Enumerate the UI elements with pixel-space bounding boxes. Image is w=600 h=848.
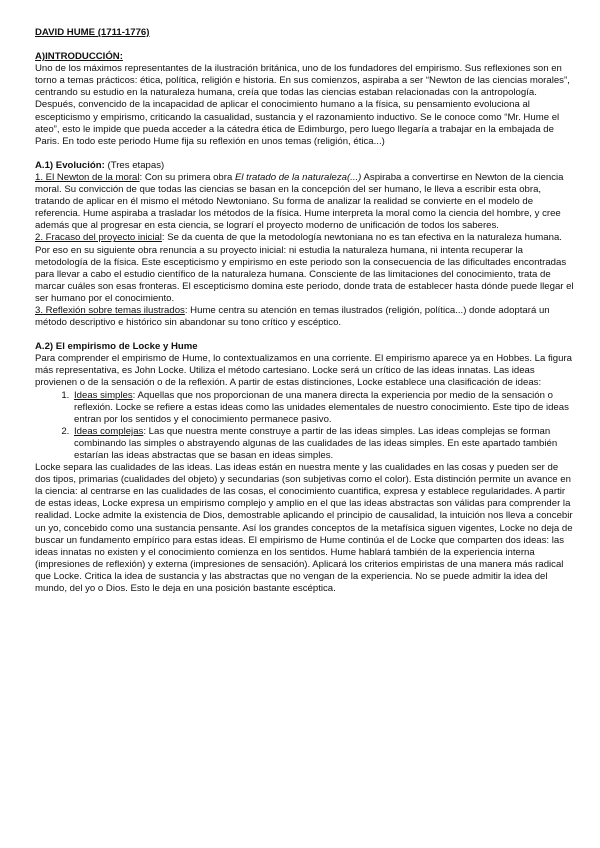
stage-2-paragraph xyxy=(35,232,574,305)
empirismo-body-paragraph: Locke separa las cualidades de las ideas. Las ideas están en nuestra mente y las cualidades en las cosas y pueden ser de dos tipos, primarias (cualidades del objeto) y secundarias (son subjetivas como el color). Esta distinción permite un avance en la ciencia: al centrarse en las cualidades de las cosas, el conocimiento cuantifica, expresa y establece regularidades. A partir de estas ideas, Locke expresa un empirismo complejo y amplio en el que las ideas abstractas son válidas para comprender la realidad. Locke admite la existencia de Dios, demostrable aplicando el principio de causalidad, la intuición nos lleva a concebir un yo, concebido como una sustancia pensante. Así los grandes conceptos de la metafísica siguen vigentes, Locke no deja de buscar un fundamento empírico para estas ideas. El empirismo de Hume continúa el de Locke que comparten dos ideas: las ideas innatas no existen y el conocimiento comienza en los sentidos. Hume hablará también de la experiencia interna (impresiones de reflexión) y externa (impresiones de sensación). Aplicará los criterios empiristas de una manera más radical que Locke. Critica la idea de sustancia y las abstractas que no vengan de la experiencia. No se puede admitir la idea del mundo, del yo o Dios. Esto le deja en una posición bastante escéptica. xyxy=(35,462,573,595)
ideas-simples-text: : Aquellas que nos proporcionan de una manera directa la experiencia por medio de la sensación o reflexión. Locke se refiere a estas ideas como las unidades elementales de nuestro conocimiento. Este tipo de ideas entran por los sentidos y el conocimiento permanece pasivo. xyxy=(74,389,569,425)
stage-3-text: : Hume centra su atención en temas ilustrados (religión, política...) donde adoptará un método descriptivo e histórico sin abandonar su tono crítico y escéptico. xyxy=(35,304,550,329)
stage-1-text-a: : Con su primera obra xyxy=(139,171,235,183)
empirismo-intro-paragraph: Para comprender el empirismo de Hume, lo contextualizamos en una corriente. El empirismo aparece ya en Hobbes. La figura más representativa, es John Locke. Utiliza el método cartesiano. Locke será un crítico de las ideas innatas. Las ideas provienen o de la sensación o de la reflexión. A partir de estas distinciones, Locke establece una clasificación de ideas: xyxy=(35,353,572,389)
stage-1-paragraph xyxy=(35,172,574,232)
stage-2-label: 2. Fracaso del proyecto inicial xyxy=(35,232,162,244)
evolucion-heading xyxy=(35,160,574,172)
evolucion-heading-note: (Tres etapas) xyxy=(107,159,165,171)
stage-3-label: 3. Reflexión sobre temas ilustrados xyxy=(35,304,185,316)
evolucion-heading-text: A.1) Evolución: xyxy=(35,159,105,171)
stage-2-text: : Se da cuenta de que la metodología newtoniana no es tan efectiva en la naturaleza humana. Por eso en su siguiente obra renuncia a su proyecto inicial: ni estudia la naturaleza humana, ni intenta recuperar la metodología de la física. Este escepticismo y empirismo en este periodo son la consecuencia de las dificultades encontradas para llevar a cabo el estudio científico de la naturaleza humana. Consciente de las limitaciones del conocimiento, trata de marcar cuáles son esas fronteras. El escepticismo domina este periodo, donde trata de establecer hasta dónde puede llegar el ser humano por el conocimiento. xyxy=(35,232,574,304)
ideas-complejas-text: : Las que nuestra mente construye a partir de las ideas simples. Las ideas complejas se forman combinando las simples o abstrayendo algunas de las cualidades de las ideas simples. En este apartado también estarían las ideas abstractas que se basan en ideas simples. xyxy=(74,425,558,461)
ideas-simples-label: Ideas simples xyxy=(74,389,133,401)
list-item xyxy=(72,390,574,426)
ideas-complejas-label: Ideas complejas xyxy=(74,425,144,437)
intro-paragraph: Uno de los máximos representantes de la ilustración británica, uno de los fundadores del empirismo. Sus reflexiones son en torno a temas prácticos: ética, política, religión e historia. En sus comienzos, aspiraba a ser “Newton de las ciencias morales”, centrando su estudio en la naturaleza humana, creía que todas las ciencias estaban relacionadas con la antropología. Después, convencido de la incapacidad de aplicar el conocimiento humano a la física, su pensamiento evoluciona al escepticismo y empirismo, criticando la casualidad, sustancia y el razonamiento inductivo. Se le conoce como “Mr. Hume el ateo”, esto le impide que pueda acceder a la cátedra ética de Edimburgo, pero luego llegaría a trabajar en la embajada de Paris. En todo este periodo Hume fija su reflexión en unos temas (religión, ética...) xyxy=(35,63,570,147)
list-item xyxy=(72,426,574,462)
stage-1-work-title: El tratado de la naturaleza(...) xyxy=(234,171,362,183)
empirismo-heading: A.2) El empirismo de Locke y Hume xyxy=(35,341,198,353)
stage-3-paragraph xyxy=(35,305,574,329)
document-title: DAVID HUME (1711-1776) xyxy=(35,27,150,38)
stage-1-label: 1. El Newton de la moral xyxy=(35,171,140,183)
intro-heading: A)INTRODUCCIÓN: xyxy=(35,51,123,63)
stage-1-text-b: Aspiraba a convertirse en Newton de la ciencia moral. Su convicción de que todas las ciencias se basan en la concepción del ser humano, le lleva a escribir esta obra, tratando de aplicar en él mismo el método Newtoniano. Su forma de analizar la realidad se convierte en el modelo de referencia. Hume aspiraba a trasladar los métodos de la física. Hume interpreta la moral como la ciencia del hombre, y cree además que al progresar en esta ciencia, se lograrí el proyecto moderno de unificación de todos los saberes. xyxy=(35,171,564,232)
ideas-list xyxy=(35,390,574,463)
